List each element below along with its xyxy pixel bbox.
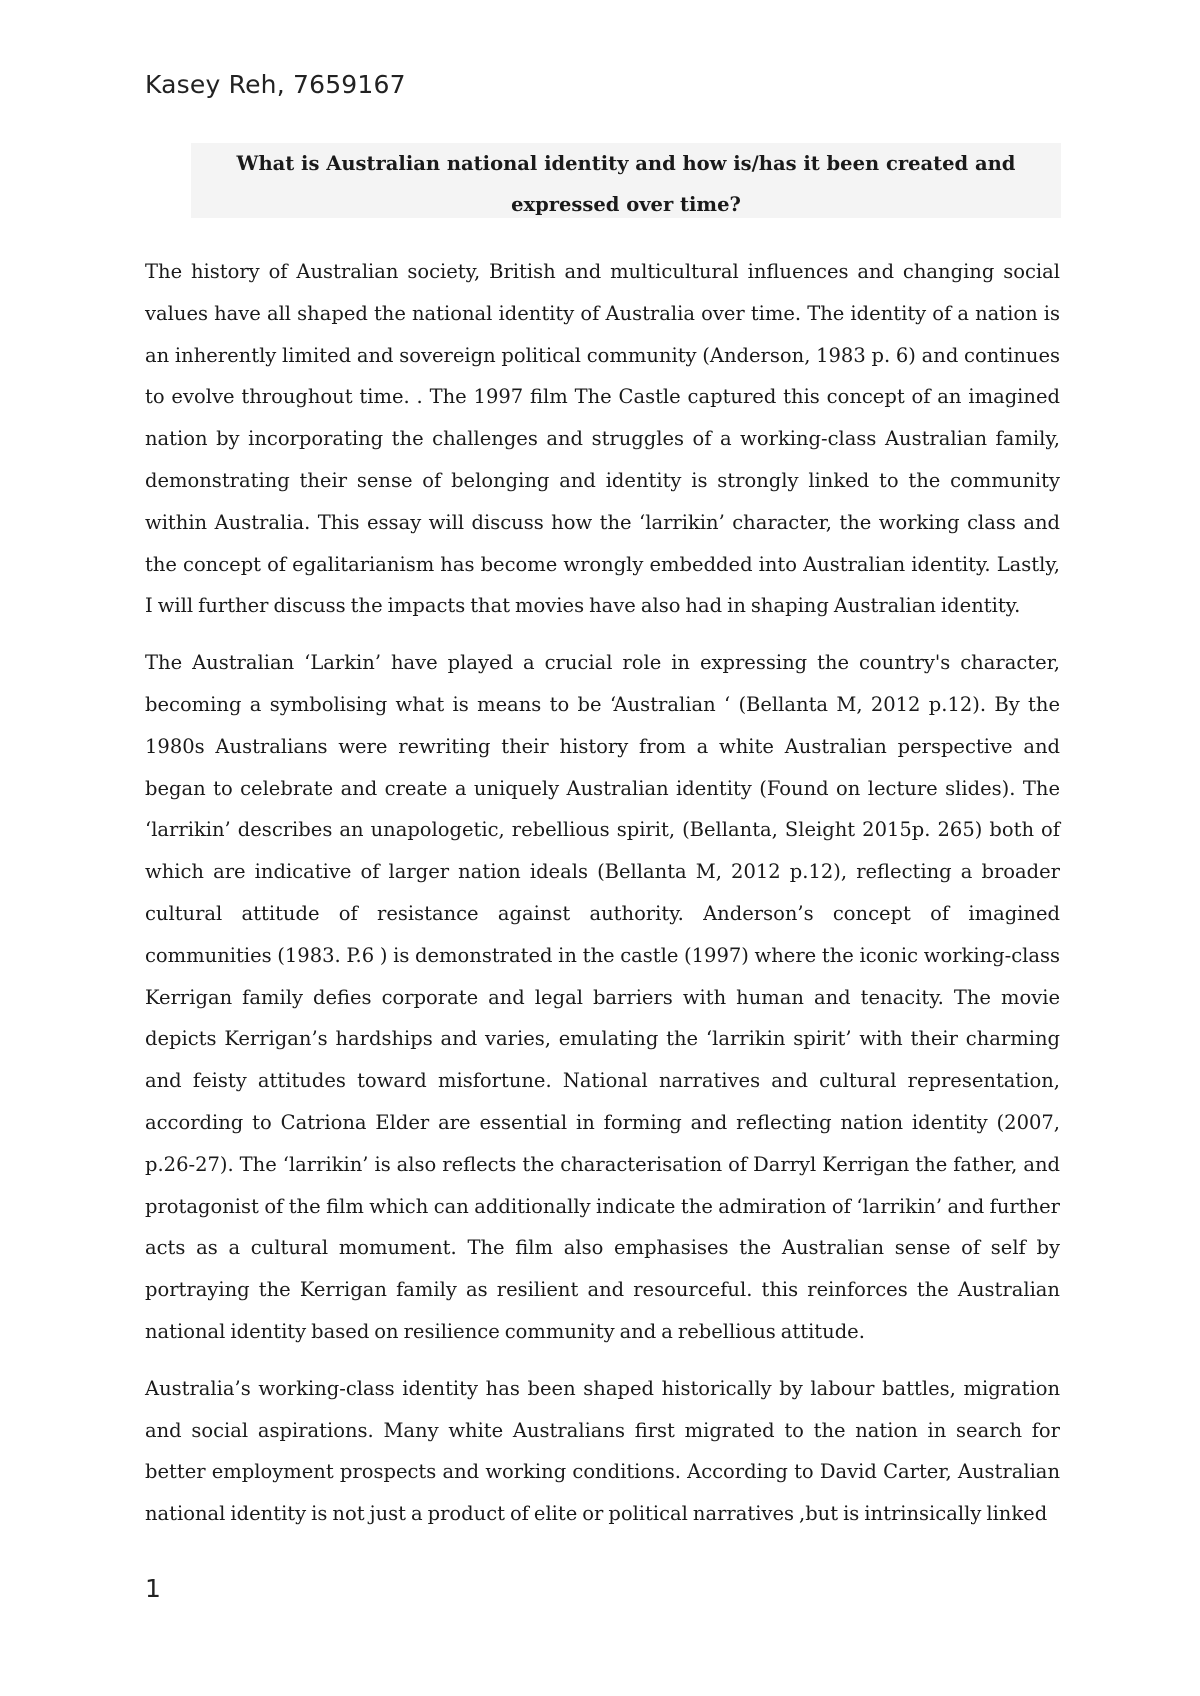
page-number: 1 — [145, 1574, 161, 1603]
essay-body — [145, 251, 1060, 1550]
paragraph-working-class: Australia’s working-class identity has been shaped historically by labour battles, migration and social aspirations. Many white Australians first migrated to the nation in search for better employment prospects and working conditions. According to David Carter, Australian national identity is not just a product of elite or political narratives ,but is intrinsically linked — [145, 1376, 1060, 1526]
paragraph-introduction: The history of Australian society, British and multicultural influences and changing social values have all shaped the national identity of Australia over time. The identity of a nation is an inherently limited and sovereign political community (Anderson, 1983 p. 6) and continues to evolve throughout time. . The 1997 film The Castle captured this concept of an imagined nation by incorporating the challenges and struggles of a working-class Australian family, demonstrating their sense of belonging and identity is strongly linked to the community within Australia. This essay will discuss how the ‘larrikin’ character, the working class and the concept of egalitarianism has become wrongly embedded into Australian identity. Lastly, I will further discuss the impacts that movies have also had in shaping Australian identity. — [145, 260, 1060, 618]
paragraph-larrikin: The Australian ‘Larkin’ have played a crucial role in expressing the country's character, becoming a symbolising what is means to be ‘Australian ‘ (Bellanta M, 2012 p.12). By the 1980s Australians were rewriting their history from a white Australian perspective and began to celebrate and create a uniquely Australian identity (Found on lecture slides). The ‘larrikin’ describes an unapologetic, rebellious spirit, (Bellanta, Sleight 2015p. 265) both of which are indicative of larger nation ideals (Bellanta M, 2012 p.12), reflecting a broader cultural attitude of resistance against authority. Anderson’s concept of imagined communities (1983. P.6 ) is demonstrated in the castle (1997) where the iconic working-class Kerrigan family defies corporate and legal barriers with human and tenacity. The movie depicts Kerrigan’s hardships and varies, emulating the ‘larrikin spirit’ with their charming and feisty attitudes toward misfortune. National narratives and cultural representation, according to Catriona Elder are essential in forming and reflecting nation identity (2007, p.26-27). The ‘larrikin’ is also reflects the characterisation of Darryl Kerrigan the father, and protagonist of the film which can additionally indicate the admiration of ‘larrikin’ and further acts as a cultural momument. The film also emphasises the Australian sense of self by portraying the Kerrigan family as resilient and resourceful. this reinforces the Australian national identity based on resilience community and a rebellious attitude. — [145, 651, 1060, 1343]
essay-title: What is Australian national identity and how is/has it been created and expressed over time? — [191, 143, 1061, 218]
author-header: Kasey Reh, 7659167 — [145, 70, 406, 99]
